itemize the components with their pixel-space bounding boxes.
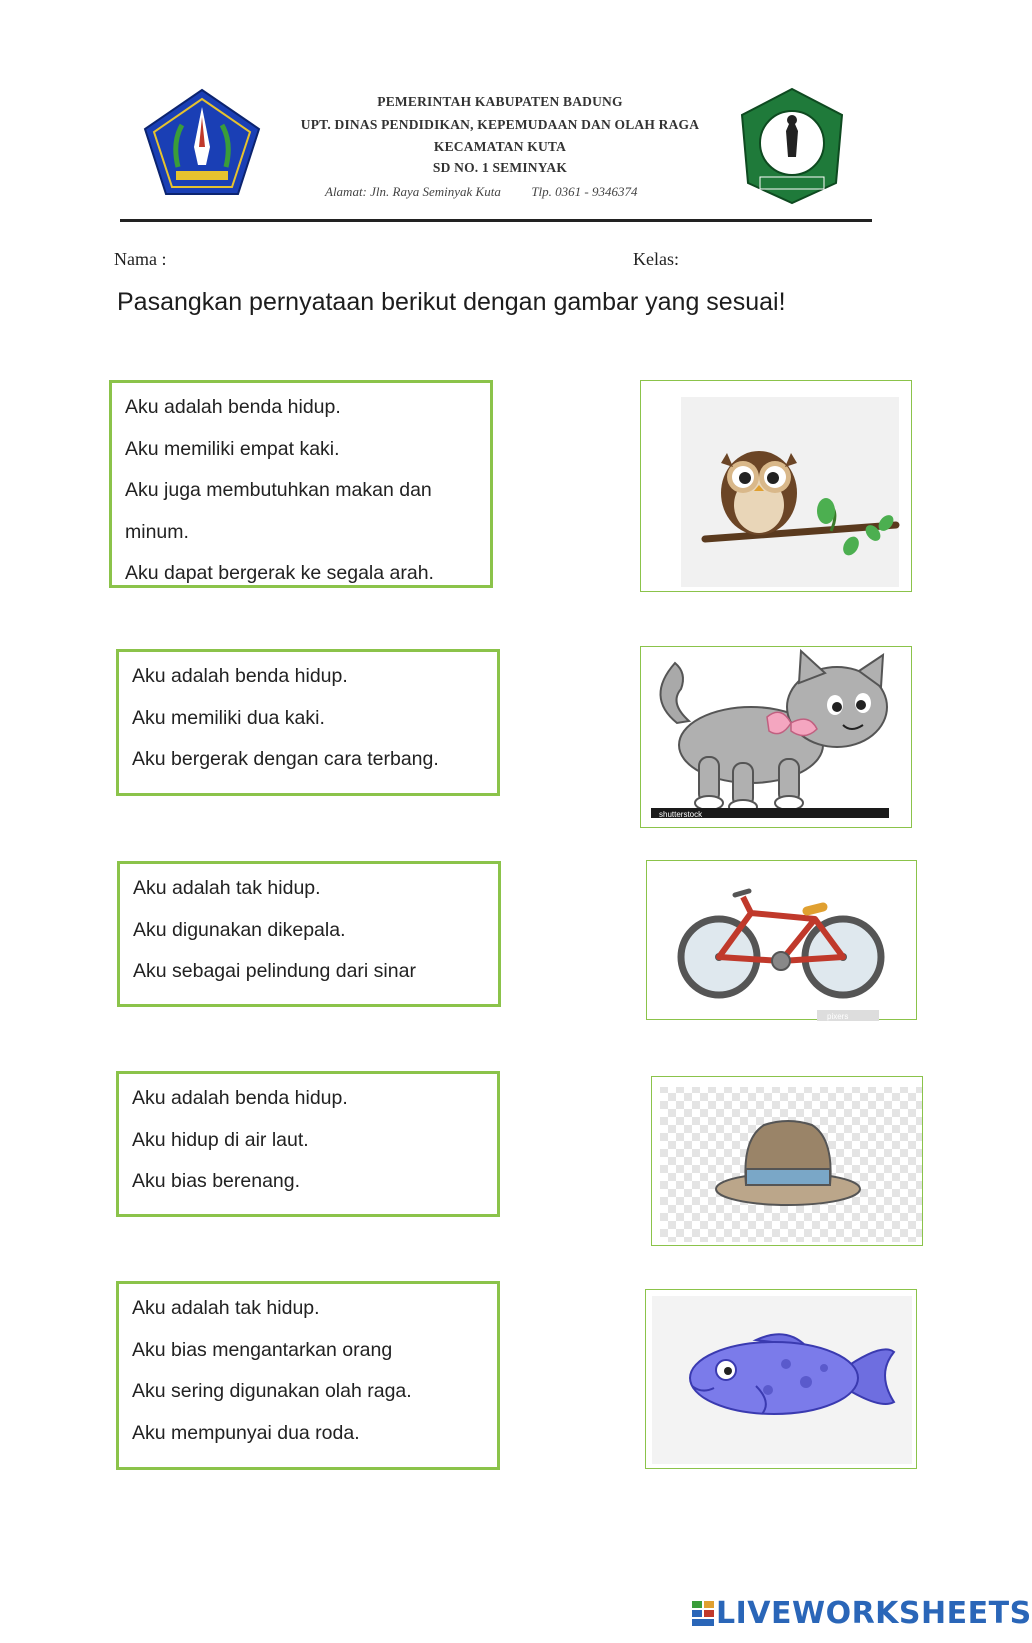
watermark-text: shutterstock <box>659 810 703 819</box>
statement-line: Aku adalah benda hidup. <box>132 665 348 687</box>
statement-card-2[interactable] <box>116 649 500 796</box>
statement-line: Aku sering digunakan olah raga. <box>132 1380 412 1402</box>
statement-line: minum. <box>125 520 189 543</box>
school-emblem-icon <box>738 87 846 205</box>
address-text: Alamat: Jln. Raya Seminyak Kuta <box>325 184 501 199</box>
class-label: Kelas: <box>633 249 679 269</box>
statement-line: Aku adalah benda hidup. <box>125 396 341 418</box>
image-card-owl[interactable] <box>640 380 912 592</box>
fish-icon <box>646 1290 918 1470</box>
letterhead-school: SD NO. 1 SEMINYAK <box>432 160 568 175</box>
liveworksheets-logo-icon <box>692 1601 716 1627</box>
bicycle-icon <box>647 861 918 1021</box>
image-card-hat[interactable] <box>651 1076 923 1246</box>
letterhead-government: PEMERINTAH KABUPATEN BADUNG <box>377 94 623 109</box>
instruction-text: Pasangkan pernyataan berikut dengan gambar yang sesuai! <box>117 288 786 316</box>
letterhead-department: UPT. DINAS PENDIDIKAN, KEPEMUDAAN DAN OLAH RAGA <box>300 117 700 132</box>
hat-icon <box>652 1077 924 1247</box>
statement-card-5[interactable] <box>116 1281 500 1470</box>
statement-line: Aku juga membutuhkan makan dan <box>125 479 432 501</box>
image-card-cat[interactable] <box>640 646 912 828</box>
watermark-text: pixers <box>827 1012 849 1021</box>
liveworksheets-brand[interactable] <box>692 1596 1032 1631</box>
letterhead-rule <box>120 219 872 222</box>
statement-line: Aku adalah tak hidup. <box>132 1297 320 1319</box>
statement-card-3[interactable] <box>117 861 501 1007</box>
statement-line: Aku memiliki empat kaki. <box>125 437 340 460</box>
statement-line: Aku sebagai pelindung dari sinar <box>133 960 416 982</box>
statement-line: Aku bias mengantarkan orang <box>132 1338 393 1361</box>
cat-icon <box>641 647 913 829</box>
owl-icon <box>641 381 913 593</box>
name-label: Nama : <box>114 249 167 269</box>
statement-line: Aku dapat bergerak ke segala arah. <box>125 562 434 584</box>
statement-line: Aku hidup di air laut. <box>132 1128 309 1151</box>
phone-text: Tlp. 0361 - 9346374 <box>531 184 638 199</box>
statement-card-4[interactable] <box>116 1071 500 1217</box>
statement-line: Aku bergerak dengan cara terbang. <box>132 748 439 770</box>
brand-text: LIVEWORKSHEETS <box>716 1596 1032 1631</box>
statement-line: Aku memiliki dua kaki. <box>132 706 325 729</box>
statement-line: Aku adalah tak hidup. <box>133 877 321 899</box>
statement-card-1[interactable] <box>109 380 493 588</box>
statement-line: Aku digunakan dikepala. <box>133 918 346 941</box>
letterhead-address <box>325 184 638 200</box>
statement-line: Aku adalah benda hidup. <box>132 1087 348 1109</box>
statement-line: Aku mempunyai dua roda. <box>132 1421 360 1444</box>
image-card-fish[interactable] <box>645 1289 917 1469</box>
letterhead-district: KECAMATAN KUTA <box>433 139 567 154</box>
statement-line: Aku bias berenang. <box>132 1170 301 1192</box>
image-card-bicycle[interactable] <box>646 860 917 1020</box>
